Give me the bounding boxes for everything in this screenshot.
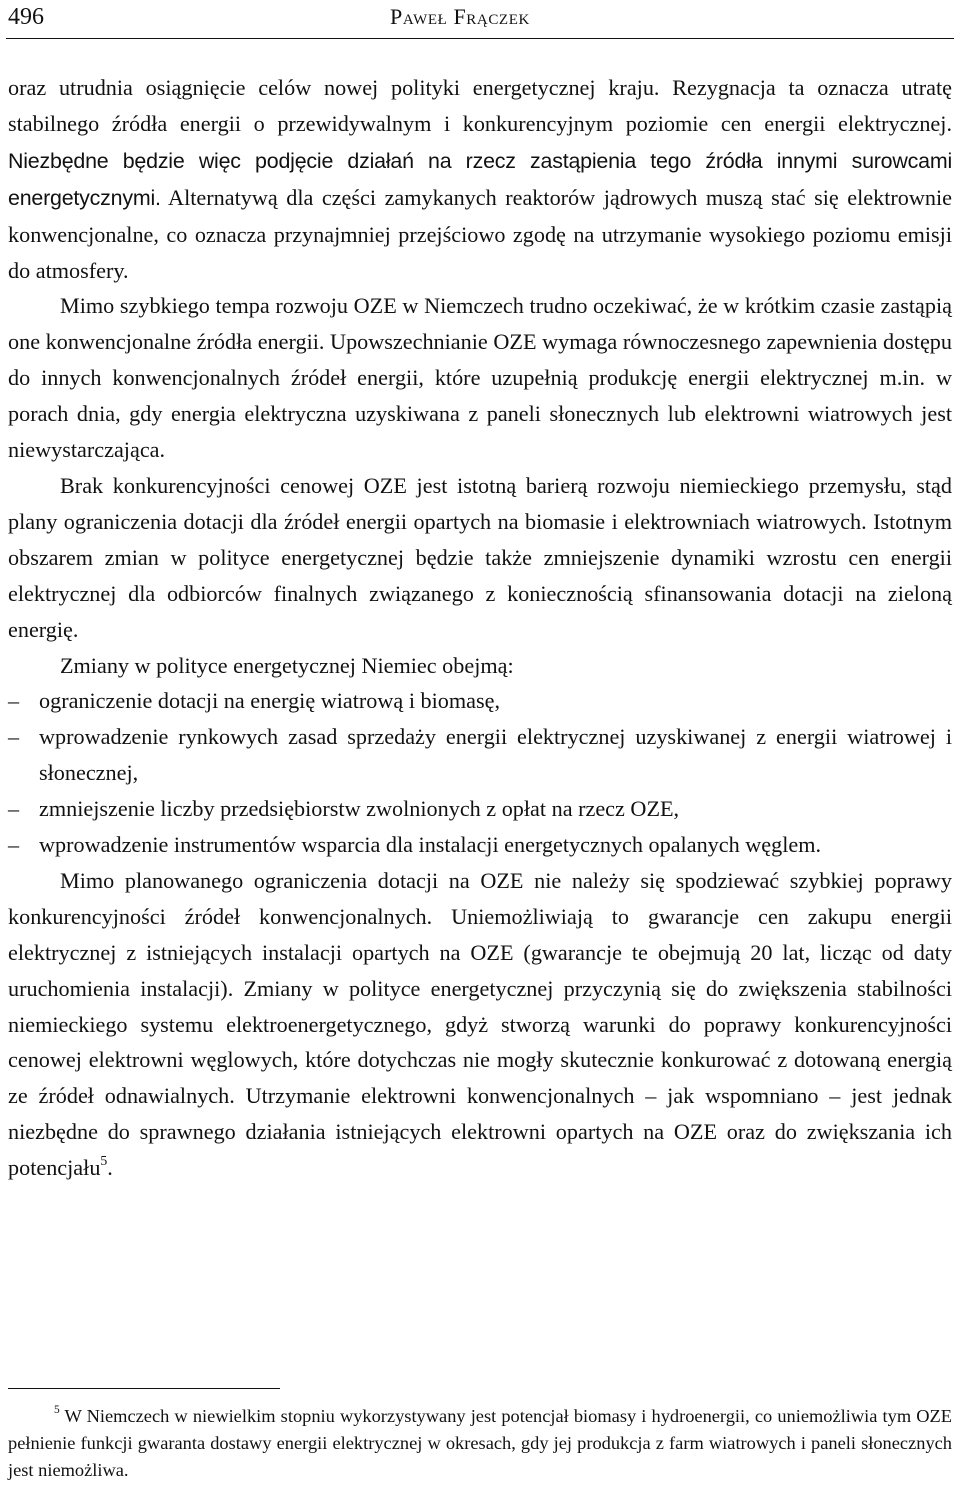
list-item (8, 791, 952, 827)
paragraph-1 (8, 70, 952, 288)
list-item-text: wprowadzenie instrumentów wsparcia dla instalacji energetycznych opalanych węglem. (39, 832, 822, 858)
list-item-text: wprowadzenie rynkowych zasad sprzedaży energii elektrycznej uzyskiwanej z energii wiatrowej i słonecznej, (39, 724, 952, 786)
dash-bullet: – (8, 688, 20, 714)
footnote-number: 5 (54, 1404, 60, 1417)
list-intro: Zmiany w polityce energetycznej Niemiec obejmą: (60, 652, 514, 678)
paragraph-1-part-3: Alternatywą dla części zamykanych reaktorów jądrowych muszą stać się elektrownie konwencjonalne, co oznacza przynajmniej przejściowo zgodę na utrzymanie wysokiego poziomu emisji do atmosfery. (8, 184, 952, 283)
running-head: Paweł Frączek (390, 4, 530, 29)
closing-paragraph-end: . (107, 1155, 113, 1181)
closing-paragraph (8, 863, 952, 1186)
page-header (6, 0, 954, 39)
closing-paragraph-text: Mimo planowanego ograniczenia dotacji na OZE nie należy się spodziewać szybkiej poprawy konkurencyjności źródeł konwencjonalnych. Uniemożliwiają to gwarancje cen zakupu energii elektrycznej z istniejących instalacji opartych na OZE (gwarancje te obejmują 20 lat, licząc od daty uruchomienia instalacji). Zmiany w polityce energetycznej przyczynią się do zwiększenia stabilności niemieckiego systemu elektroenergetycznego, gdyż stworzą warunki do poprawy konkurencyjności cenowej elektrowni węglowych, które dotychczas nie mogły skutecznie konkurować z dotowaną energią ze źródeł odnawialnych. Utrzymanie elektrowni konwencjonalnych – jak wspomniano – jest jednak niezbędne do sprawnego działania istniejących elektrowni opartych na OZE oraz do zwiększania ich potencjału (8, 867, 952, 1181)
footnote-separator (8, 1388, 280, 1389)
footnote-text: W Niemczech w niewielkim stopniu wykorzystywany jest potencjał biomasy i hydroenergii, co uniemożliwia tym OZE pełnienie funkcji gwaranta dostawy energii elektrycznej w okresach, gdy jej produkcja z farm wiatrowych i paneli słonecznych jest niemożliwa. (8, 1406, 952, 1480)
list-item-text: ograniczenie dotacji na energię wiatrową i biomasę, (39, 688, 501, 714)
list-item (8, 719, 952, 791)
list-item-text: zmniejszenie liczby przedsiębiorstw zwolnionych z opłat na rzecz OZE, (39, 796, 680, 822)
paragraph-1-part-1: oraz utrudnia osiągnięcie celów nowej polityki energetycznej kraju. Rezygnacja ta oznacza utratę stabilnego źródła energii o przewidywalnym i konkurencyjnym poziomie cen energii elektrycznej. (8, 75, 952, 136)
dash-bullet: – (8, 832, 20, 858)
paragraph-2: Mimo szybkiego tempa rozwoju OZE w Niemczech trudno oczekiwać, że w krótkim czasie zastąpią one konwencjonalne źródła energii. Upowszechnianie OZE wymaga równoczesnego zapewnienia dostępu do innych konwencjonalnych źródeł energii, które uzupełnią produkcję energii elektrycznej m.in. w porach dnia, gdy energia elektryczna uzyskiwana z paneli słonecznych lub elektrowni wiatrowych jest niewystarczająca. (8, 293, 952, 463)
paragraph-3: Brak konkurencyjności cenowej OZE jest istotną barierą rozwoju niemieckiego przemysłu, stąd plany ograniczenia dotacji dla źródeł energii opartych na biomasie i elektrowniach wiatrowych. Istotnym obszarem zmian w polityce energetycznej będzie także zmniejszenie dynamiki wzrostu cen energii elektrycznej dla odbiorców finalnych związanego z koniecznością sfinansowania dotacji na zieloną energię. (8, 472, 952, 642)
footnote (8, 1403, 952, 1484)
page-number: 496 (8, 4, 44, 30)
dash-bullet: – (8, 796, 20, 822)
list-item (8, 827, 952, 863)
paragraph-1-part-2: Niezbędne będzie więc podjęcie działań na rzecz zastąpienia tego źródła innymi surowcami energetycznymi. (8, 148, 952, 210)
dash-bullet: – (8, 724, 20, 750)
body-text (8, 70, 952, 1186)
footnote-reference: 5 (100, 1152, 108, 1168)
list-item (8, 683, 952, 719)
